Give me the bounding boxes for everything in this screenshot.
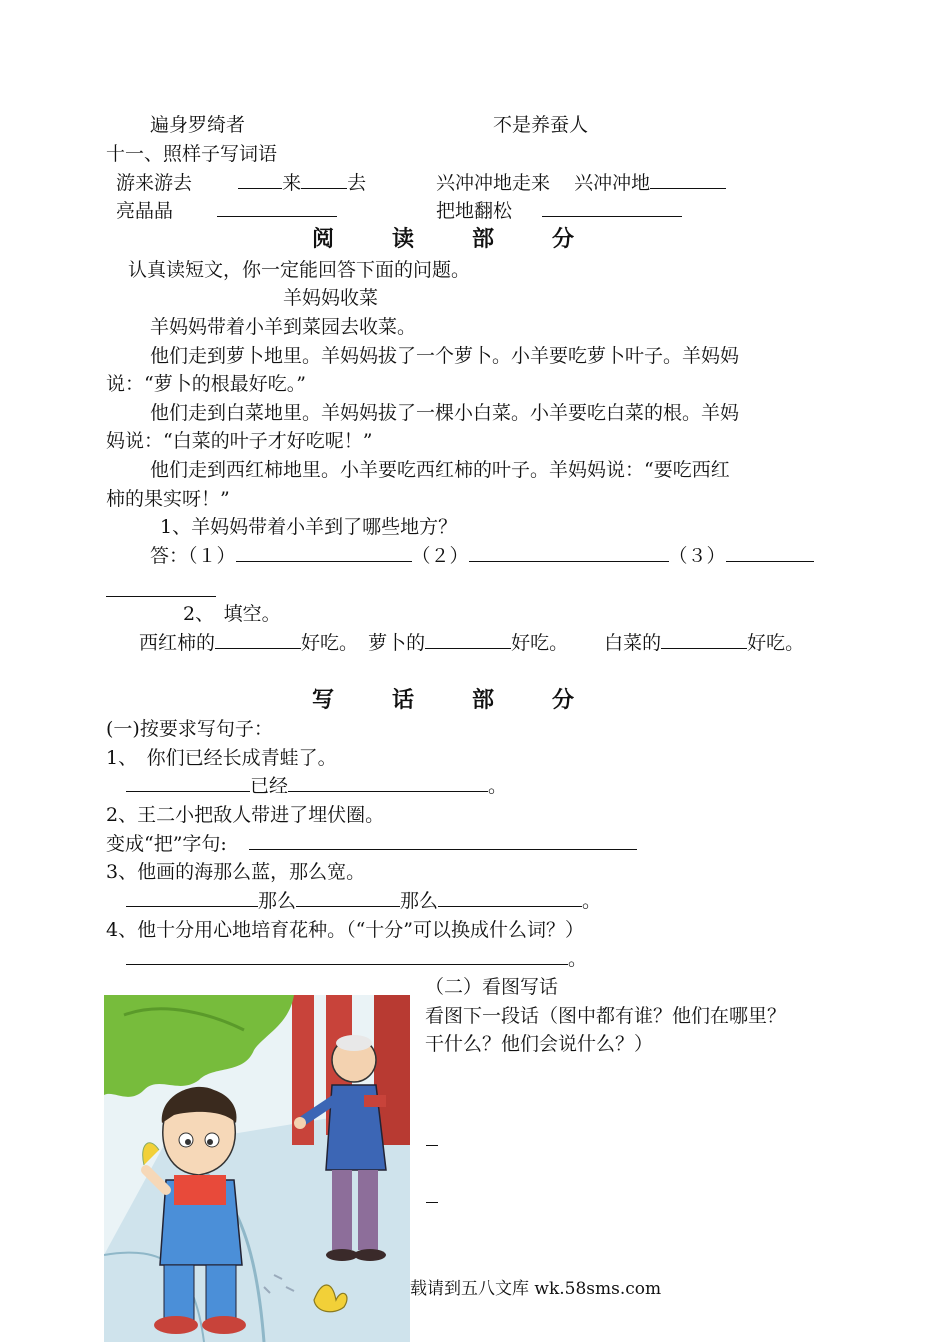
answer-blank-1[interactable] [236, 543, 412, 562]
reading-h1: 阅 [312, 226, 335, 252]
reading-h2: 读 [392, 226, 415, 252]
fill-line [139, 630, 804, 656]
story-p2a: 他们走到萝卜地里。羊妈妈拔了一个萝卜。小羊要吃萝卜叶子。羊妈妈 [150, 345, 740, 367]
sentence-3-answer [126, 888, 601, 914]
writing-h4: 分 [552, 687, 575, 713]
fill-b: 好吃。 [301, 632, 359, 654]
write-line-2[interactable] [426, 1184, 438, 1203]
s3-blank-1[interactable] [126, 888, 258, 907]
writing-part1: (一)按要求写句子： [106, 718, 273, 740]
s1-period: 。 [488, 775, 508, 797]
word-example-4 [436, 198, 682, 224]
poem-right: 不是养蚕人 [493, 114, 589, 136]
ex3: 亮晶晶 [116, 200, 174, 222]
s2-blank[interactable] [249, 831, 637, 850]
s1-word: 已经 [250, 775, 289, 797]
ex1: 游来游去 [116, 172, 193, 194]
picture-illustration [104, 995, 410, 1342]
fill-e: 白菜的 [604, 632, 662, 654]
answer-num-3: （３） [668, 545, 726, 567]
story-title: 羊妈妈收菜 [283, 287, 379, 309]
answer-num-2: （２） [411, 545, 469, 567]
writing-h1: 写 [312, 687, 335, 713]
fill-blank-3[interactable] [661, 630, 747, 649]
story-p1: 羊妈妈带着小羊到菜园去收菜。 [150, 316, 417, 338]
answer-num-1: （１） [188, 545, 236, 567]
question-2: 2、 填空。 [183, 603, 281, 625]
writing-h3: 部 [472, 687, 495, 713]
fill-blank-2[interactable] [425, 630, 511, 649]
write-line-1[interactable] [426, 1127, 438, 1146]
sentence-2: 2、王二小把敌人带进了埋伏圈。 [106, 804, 385, 826]
story-p4a: 他们走到西红柿地里。小羊要吃西红柿的叶子。羊妈妈说：“要吃西红 [150, 459, 730, 481]
fill-d: 好吃。 [511, 632, 569, 654]
ex1-b: 去 [347, 172, 367, 194]
blank-2[interactable] [301, 170, 347, 189]
ex4: 把地翻松 [436, 200, 513, 222]
poem-left: 遍身罗绮者 [150, 114, 246, 136]
sentence-2-answer [106, 831, 637, 857]
footer-watermark: 载请到五八文库 wk.58sms.com [410, 1279, 662, 1299]
s3-period: 。 [582, 890, 602, 912]
ex1-a: 来 [282, 172, 302, 194]
answer-blank-3[interactable] [726, 543, 814, 562]
answer-line-1 [150, 543, 814, 569]
blank-3[interactable] [650, 170, 726, 189]
picture-prompt-2: 干什么？他们会说什么？） [425, 1033, 654, 1055]
writing-heading [312, 687, 574, 713]
writing-h2: 话 [392, 687, 415, 713]
picture-prompt-1: 看图下一段话（图中都有谁？他们在哪里？ [425, 1005, 787, 1027]
s4-period: 。 [568, 948, 588, 970]
sentence-3: 3、他画的海那么蓝，那么宽。 [106, 861, 366, 883]
reading-h4: 分 [552, 226, 575, 252]
word-example-1 [116, 170, 366, 196]
s1-blank-1[interactable] [126, 773, 250, 792]
s3-w1: 那么 [258, 890, 297, 912]
s3-blank-2[interactable] [296, 888, 400, 907]
sentence-1: 1、 你们已经长成青蛙了。 [106, 747, 337, 769]
s1-blank-2[interactable] [288, 773, 488, 792]
story-p3b: 妈说：“白菜的叶子才好吃呢！” [106, 430, 373, 452]
answer-blank-3-cont[interactable] [106, 578, 216, 597]
fill-blank-1[interactable] [215, 630, 301, 649]
blank-1[interactable] [238, 170, 282, 189]
fill-a: 西红柿的 [139, 632, 216, 654]
sentence-4: 4、他十分用心地培育花种。（“十分”可以换成什么词？） [106, 919, 585, 941]
answer-blank-2[interactable] [469, 543, 669, 562]
reading-heading [312, 226, 574, 252]
fill-c: 萝卜的 [368, 632, 426, 654]
s2-label: 变成“把”字句: [106, 833, 227, 855]
word-example-2 [436, 170, 726, 196]
writing-part2: （二）看图写话 [425, 976, 559, 998]
s3-blank-3[interactable] [438, 888, 582, 907]
section11-title: 十一、照样子写词语 [106, 143, 278, 165]
question-1: 1、羊妈妈带着小羊到了哪些地方？ [160, 516, 458, 538]
reading-h3: 部 [472, 226, 495, 252]
s3-w2: 那么 [400, 890, 439, 912]
reading-intro: 认真读短文，你一定能回答下面的问题。 [128, 259, 471, 281]
sentence-4-answer [126, 946, 587, 972]
s4-blank[interactable] [126, 946, 568, 965]
answer-label: 答： [150, 545, 189, 567]
blank-5[interactable] [542, 198, 682, 217]
sentence-1-answer [126, 773, 507, 799]
story-p3a: 他们走到白菜地里。羊妈妈拔了一棵小白菜。小羊要吃白菜的根。羊妈 [150, 402, 740, 424]
blank-4[interactable] [217, 198, 337, 217]
word-example-3 [116, 198, 337, 224]
story-p4b: 柿的果实呀！” [106, 488, 230, 510]
ex2: 兴冲冲地走来 [436, 172, 551, 194]
story-p2b: 说：“萝卜的根最好吃。” [106, 373, 306, 395]
ex2-b: 兴冲冲地 [574, 172, 651, 194]
fill-f: 好吃。 [747, 632, 805, 654]
